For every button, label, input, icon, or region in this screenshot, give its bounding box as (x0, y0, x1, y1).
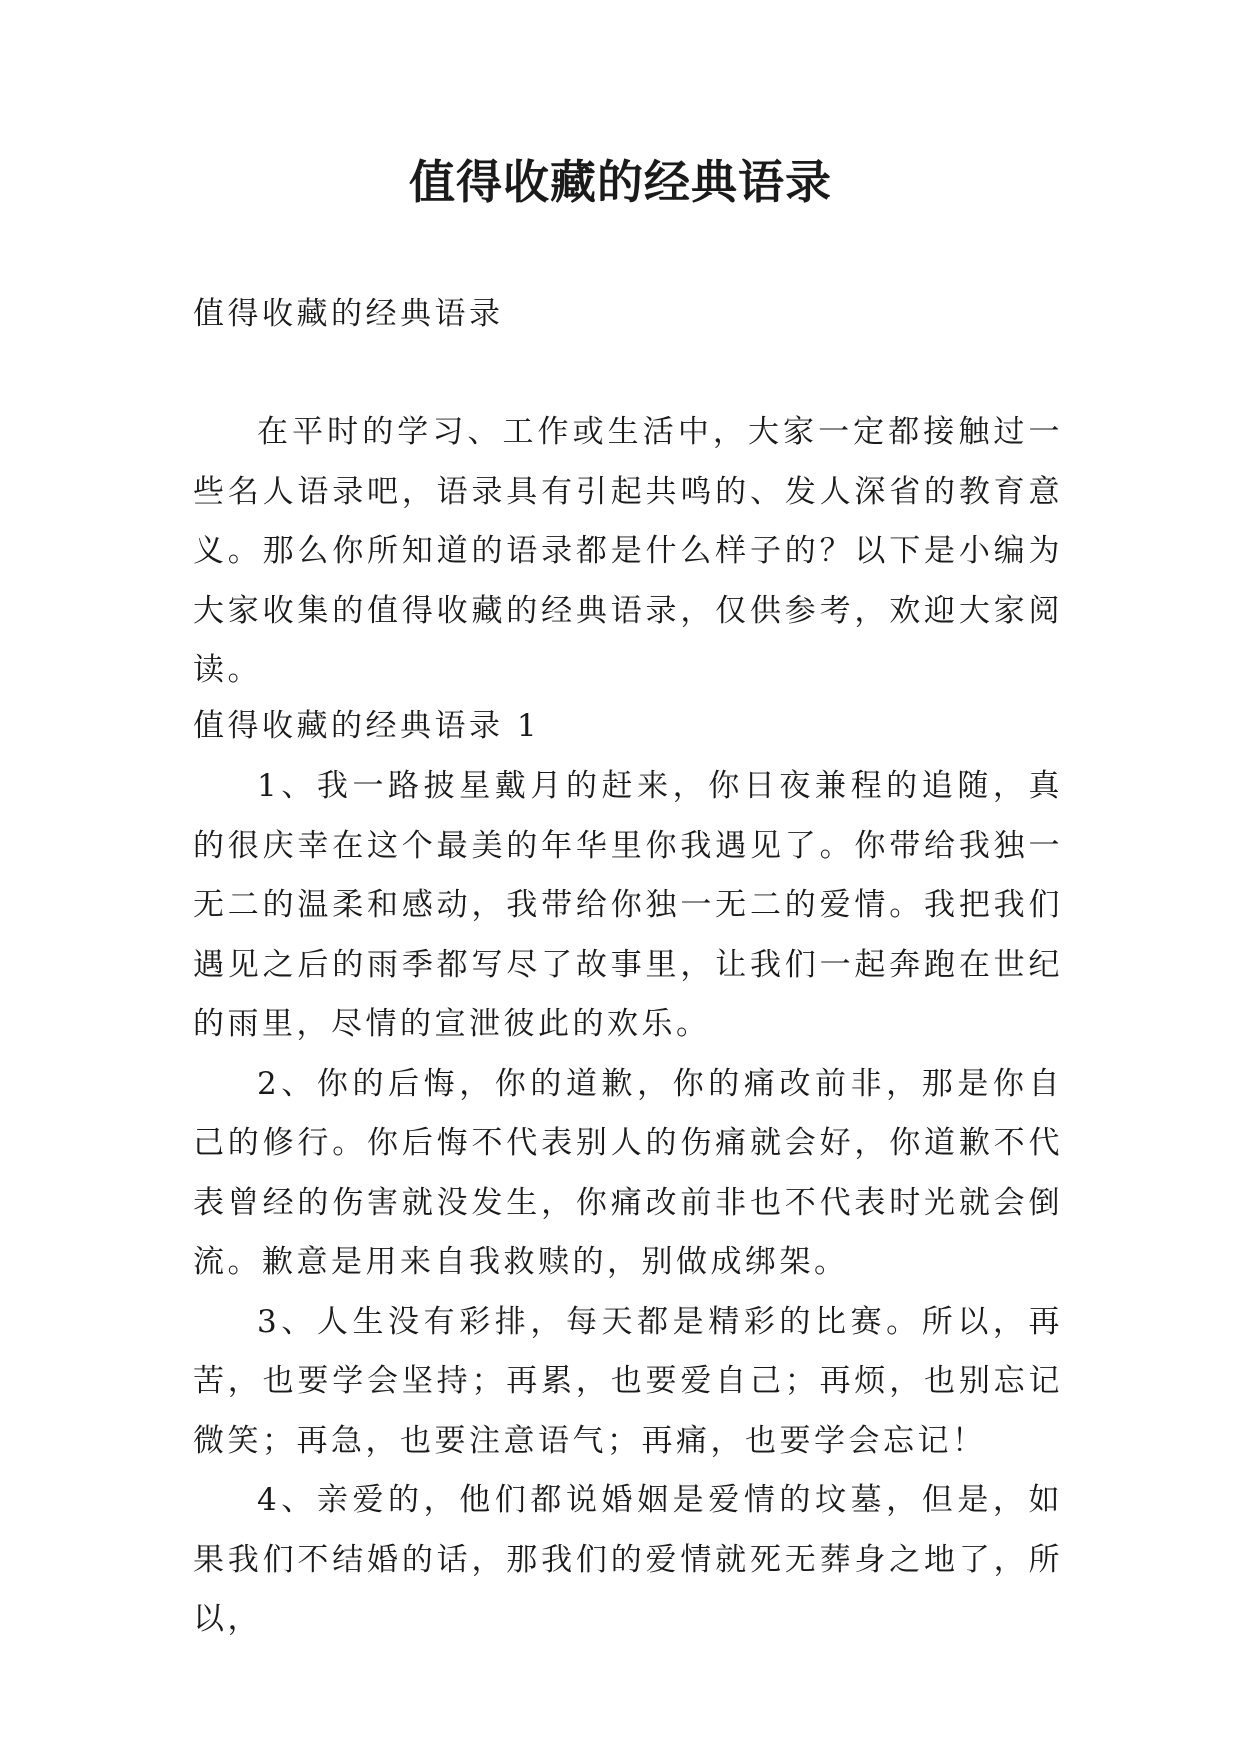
section-heading: 值得收藏的经典语录 1 (193, 708, 541, 744)
quote-list (193, 757, 1063, 1650)
document-subtitle: 值得收藏的经典语录 (193, 296, 504, 332)
document-title: 值得收藏的经典语录 (409, 155, 832, 209)
quote-item: 3、人生没有彩排，每天都是精彩的比赛。所以，再苦，也要学会坚持；再累，也要爱自己；再烦，也别忘记微笑；再急，也要注意语气；再痛，也要学会忘记！ (193, 1303, 1063, 1459)
quote-item: 1、我一路披星戴月的赶来，你日夜兼程的追随，真的很庆幸在这个最美的年华里你我遇见了。你带给我独一无二的温柔和感动，我带给你独一无二的爱情。我把我们遇见之后的雨季都写尽了故事里，让我们一起奔跑在世纪的雨里，尽情的宣泄彼此的欢乐。 (193, 768, 1063, 1042)
intro-paragraph: 在平时的学习、工作或生活中，大家一定都接触过一些名人语录吧，语录具有引起共鸣的、发人深省的教育意义。那么你所知道的语录都是什么样子的？以下是小编为大家收集的值得收藏的经典语录，仅供参考，欢迎大家阅读。 (193, 414, 1063, 688)
quote-item: 2、你的后悔，你的道歉，你的痛改前非，那是你自己的修行。你后悔不代表别人的伤痛就会好，你道歉不代表曾经的伤害就没发生，你痛改前非也不代表时光就会倒流。歉意是用来自我救赎的，别做成绑架。 (193, 1065, 1063, 1280)
quote-item: 4、亲爱的，他们都说婚姻是爱情的坟墓，但是，如果我们不结婚的话，那我们的爱情就死无葬身之地了，所以， (193, 1482, 1063, 1637)
